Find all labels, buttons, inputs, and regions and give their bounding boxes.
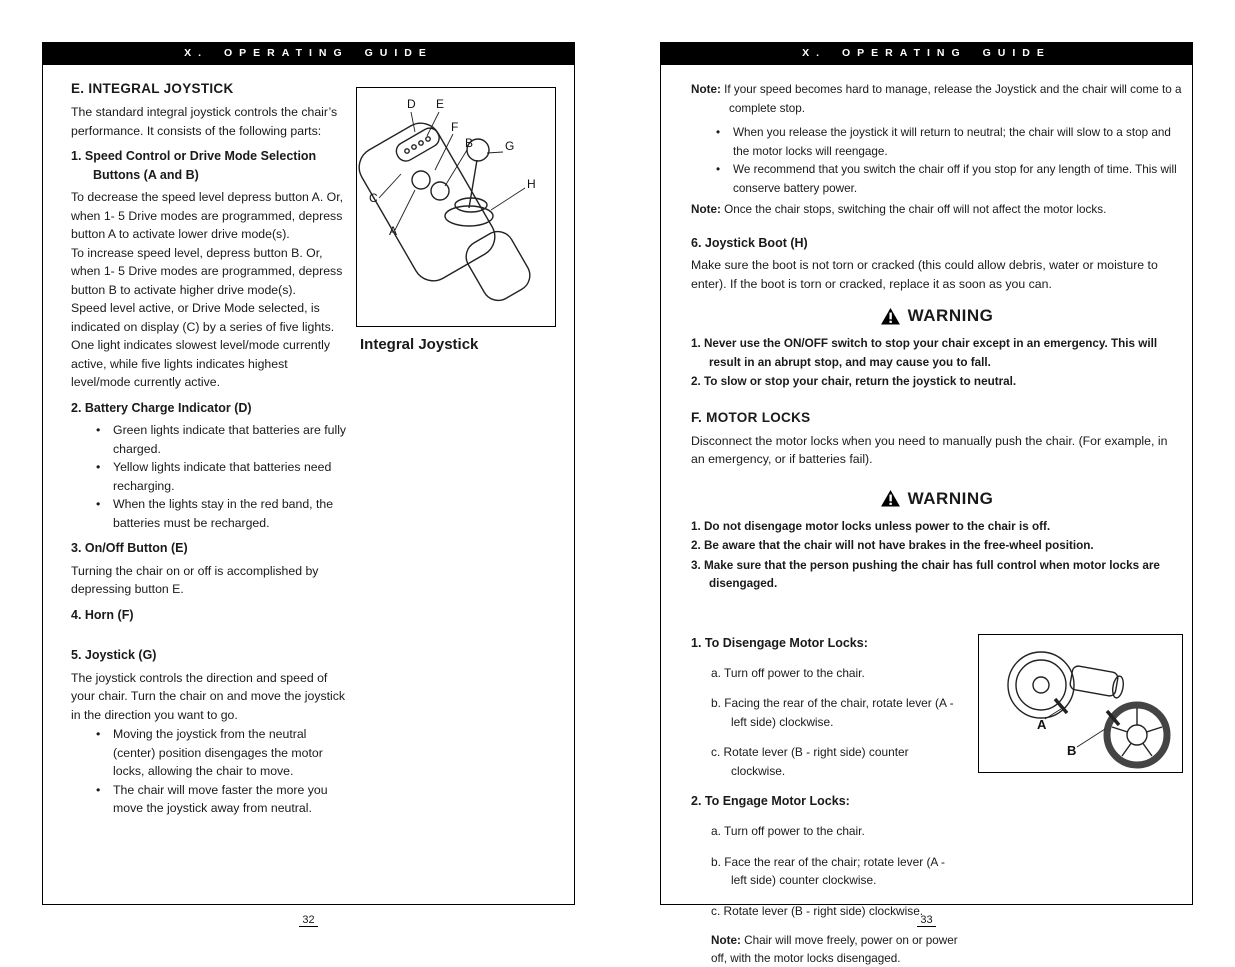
disengage-heading: 1. To Disengage Motor Locks: (691, 634, 958, 653)
page-33-header-band: X. OPERATING GUIDE (660, 42, 1193, 64)
item4-heading: 4. Horn (F) (71, 606, 347, 625)
warning-item: 1. Never use the ON/OFF switch to stop your chair except in an emergency. This will result in an abrupt stop, and may cause you to fall. (691, 335, 1183, 372)
note-label: Note: (691, 83, 721, 96)
figure-label-b: B (465, 136, 473, 150)
warning-2-header (691, 489, 1183, 509)
warning-icon (881, 490, 900, 507)
item3-heading: 3. On/Off Button (E) (71, 539, 347, 558)
item6-heading: 6. Joystick Boot (H) (691, 234, 1183, 253)
figure-label-f: F (451, 120, 458, 134)
release-bullets (691, 124, 1183, 198)
joystick-figure-caption: Integral Joystick (356, 336, 556, 353)
bullet-item: • The chair will move faster the more you move the joystick away from neutral. (71, 781, 347, 818)
page-32 (42, 42, 575, 937)
note-speed (691, 81, 1183, 118)
bullet-item: • We recommend that you switch the chair off if you stop for any length of time. This will conserve battery power. (691, 161, 1183, 198)
engage-step: b. Face the rear of the chair; rotate lever (A - left side) counter clockwise. (711, 853, 958, 890)
motor-lock-illustration (979, 635, 1182, 772)
engage-step: a. Turn off power to the chair. (711, 822, 958, 841)
warning-1-header (691, 306, 1183, 326)
joystick-figure (356, 87, 556, 353)
disengage-step: a. Turn off power to the chair. (711, 664, 958, 683)
item6-para: Make sure the boot is not torn or cracked (this could allow debris, water or moisture to enter). If the boot is torn or cracked, replace it as soon as you can. (691, 256, 1183, 293)
left-text-column (71, 81, 347, 821)
figure-label-b: B (1067, 743, 1076, 758)
figure-label-c: C (369, 191, 378, 205)
disengage-step: c. Rotate lever (B - right side) counter clockwise. (711, 743, 958, 780)
bullet-item: • Green lights indicate that batteries are fully charged. (71, 421, 347, 458)
figure-label-h: H (527, 177, 536, 191)
note-label: Note: (711, 934, 741, 947)
warning-title: WARNING (908, 306, 994, 326)
note-motor-locks (691, 201, 1183, 220)
bullet-item: • Yellow lights indicate that batteries need recharging. (71, 458, 347, 495)
bullet-item: • When you release the joystick it will return to neutral; the chair will slow to a stop and the motor locks will reengage. (691, 124, 1183, 161)
figure-label-a: A (389, 224, 397, 238)
warning-1-list (691, 335, 1183, 392)
section-e-heading: E. INTEGRAL JOYSTICK (71, 81, 347, 96)
warning-2-list (691, 518, 1183, 594)
figure-label-a: A (1037, 717, 1047, 732)
item1-heading: 1. Speed Control or Drive Mode Selection Buttons (A and B) (71, 147, 347, 184)
section-f-heading: F. MOTOR LOCKS (691, 410, 1183, 425)
figure-label-e: E (436, 97, 444, 111)
page-32-sheet (42, 64, 575, 905)
page-number-33-wrap (660, 910, 1193, 928)
right-text-column (691, 81, 1183, 967)
page-33-sheet (660, 64, 1193, 905)
note-text: Once the chair stops, switching the chair off will not affect the motor locks. (721, 203, 1106, 216)
page-33 (660, 42, 1193, 937)
warning-item: 2. To slow or stop your chair, return the joystick to neutral. (691, 373, 1183, 392)
joystick-illustration (357, 88, 555, 326)
page-number: 32 (299, 914, 317, 927)
warning-title: WARNING (908, 489, 994, 509)
item5-heading: 5. Joystick (G) (71, 646, 347, 665)
page-32-header-band: X. OPERATING GUIDE (42, 42, 575, 64)
item1-para2: To increase speed level, depress button B. Or, when 1- 5 Drive modes are programmed, depress button B to activate higher drive mode(s). (71, 244, 347, 300)
disengage-step: b. Facing the rear of the chair, rotate lever (A - left side) clockwise. (711, 694, 958, 731)
warning-item: 3. Make sure that the person pushing the chair has full control when motor locks are disengaged. (691, 557, 1183, 594)
warning-item: 2. Be aware that the chair will not have brakes in the free-wheel position. (691, 537, 1183, 556)
note-text: If your speed becomes hard to manage, release the Joystick and the chair will come to a complete stop. (721, 83, 1182, 115)
page-number: 33 (917, 914, 935, 927)
figure-label-d: D (407, 97, 416, 111)
intro-paragraph: The standard integral joystick controls the chair’s performance. It consists of the following parts: (71, 103, 347, 140)
warning-icon (881, 308, 900, 325)
motor-lock-figure-box (978, 634, 1183, 773)
joystick-bullets (71, 725, 347, 818)
figure-label-g: G (505, 139, 514, 153)
item3-para: Turning the chair on or off is accomplished by depressing button E. (71, 562, 347, 599)
item2-heading: 2. Battery Charge Indicator (D) (71, 399, 347, 418)
bullet-item: • Moving the joystick from the neutral (center) position disengages the motor locks, allowing the chair to move. (71, 725, 347, 781)
note-freewheel (711, 932, 958, 967)
note-label: Note: (691, 203, 721, 216)
note-text: Chair will move freely, power on or power off, with the motor locks disengaged. (711, 934, 958, 965)
battery-indicator-bullets (71, 421, 347, 532)
engage-step: c. Rotate lever (B - right side) clockwise. (711, 902, 958, 921)
item1-para3: Speed level active, or Drive Mode selected, is indicated on display (C) by a series of five lights. One light indicates slowest level/mode currently active, while five lights indicates highest level/mode currently active. (71, 299, 347, 392)
joystick-figure-box (356, 87, 556, 327)
item5-para: The joystick controls the direction and speed of your chair. Turn the chair on and move the joystick in the direction you want to go. (71, 669, 347, 725)
section-f-para: Disconnect the motor locks when you need to manually push the chair. (For example, in an emergency, or if batteries fail). (691, 432, 1183, 469)
item1-para1: To decrease the speed level depress button A. Or, when 1- 5 Drive modes are programmed, depress button A to activate lower drive mode(s). (71, 188, 347, 244)
bullet-item: • When the lights stay in the red band, the batteries must be recharged. (71, 495, 347, 532)
page-number-32-wrap (42, 910, 575, 928)
engage-heading: 2. To Engage Motor Locks: (691, 792, 958, 811)
warning-item: 1. Do not disengage motor locks unless power to the chair is off. (691, 518, 1183, 537)
